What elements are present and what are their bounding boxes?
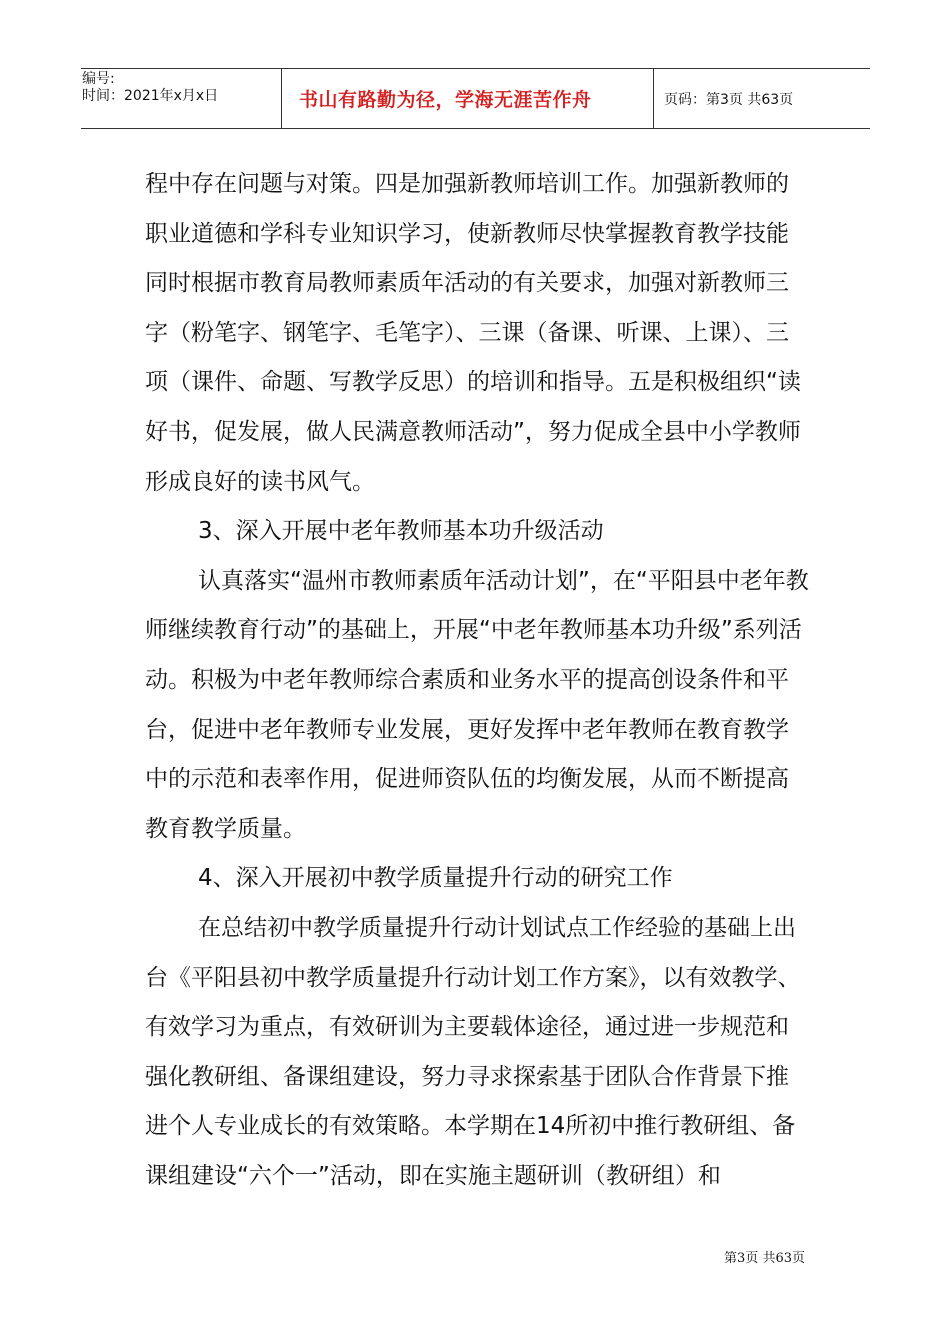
header-info-cell: [81, 69, 282, 128]
paragraph: 认真落实“温州市教师素质年活动计划”，在“平阳县中老年教师继续教育行动”的基础上，开展“中老年教师基本功升级”系列活动。积极为中老年教师综合素质和业务水平的提高创设条件和平台，促进中老年教师专业发展，更好发挥中老年教师在教育教学中的示范和表率作用，促进师资队伍的均衡发展，从而不断提高教育教学质量。: [145, 567, 809, 842]
number-label: 编号:: [82, 71, 115, 87]
paragraph: 程中存在问题与对策。四是加强新教师培训工作。加强新教师的职业道德和学科专业知识学习，使新教师尽快掌握教育教学技能同时根据市教育局教师素质年活动的有关要求，加强对新教师三字（粉笔字、钢笔字、毛笔字）、三课（备课、听课、上课）、三项（课件、命题、写教学反思）的培训和指导。五是积极组织“读好书，促发展，做人民满意教师活动”，努力促成全县中小学教师形成良好的读书风气。: [145, 171, 801, 495]
header-motto-cell: [282, 69, 654, 128]
section-heading-3: 3、深入开展中老年教师基本功升级活动: [198, 518, 604, 545]
motto-text: 书山有路勤为径，学海无涯苦作舟: [299, 89, 592, 111]
page-code: 页码：第3页 共63页: [664, 91, 794, 108]
section-heading-4: 4、深入开展初中教学质量提升行动的研究工作: [198, 865, 673, 892]
header-page-cell: [654, 69, 870, 128]
paragraph: 在总结初中教学质量提升行动计划试点工作经验的基础上出台《平阳县初中教学质量提升行动计划工作方案》，以有效教学、有效学习为重点，有效研训为主要载体途径，通过进一步规范和强化教研组、备课组建设，努力寻求探索基于团队合作背景下推进个人专业成长的有效策略。本学期在14所初中推行教研组、备课组建设“六个一”活动，即在实施主题研训（教研组）和: [145, 914, 801, 1189]
document-header: [81, 68, 870, 129]
document-body: [145, 160, 810, 1201]
time-label: 时间：2021年x月x日: [82, 88, 219, 104]
page-footer: 第3页 共63页: [724, 1251, 805, 1266]
